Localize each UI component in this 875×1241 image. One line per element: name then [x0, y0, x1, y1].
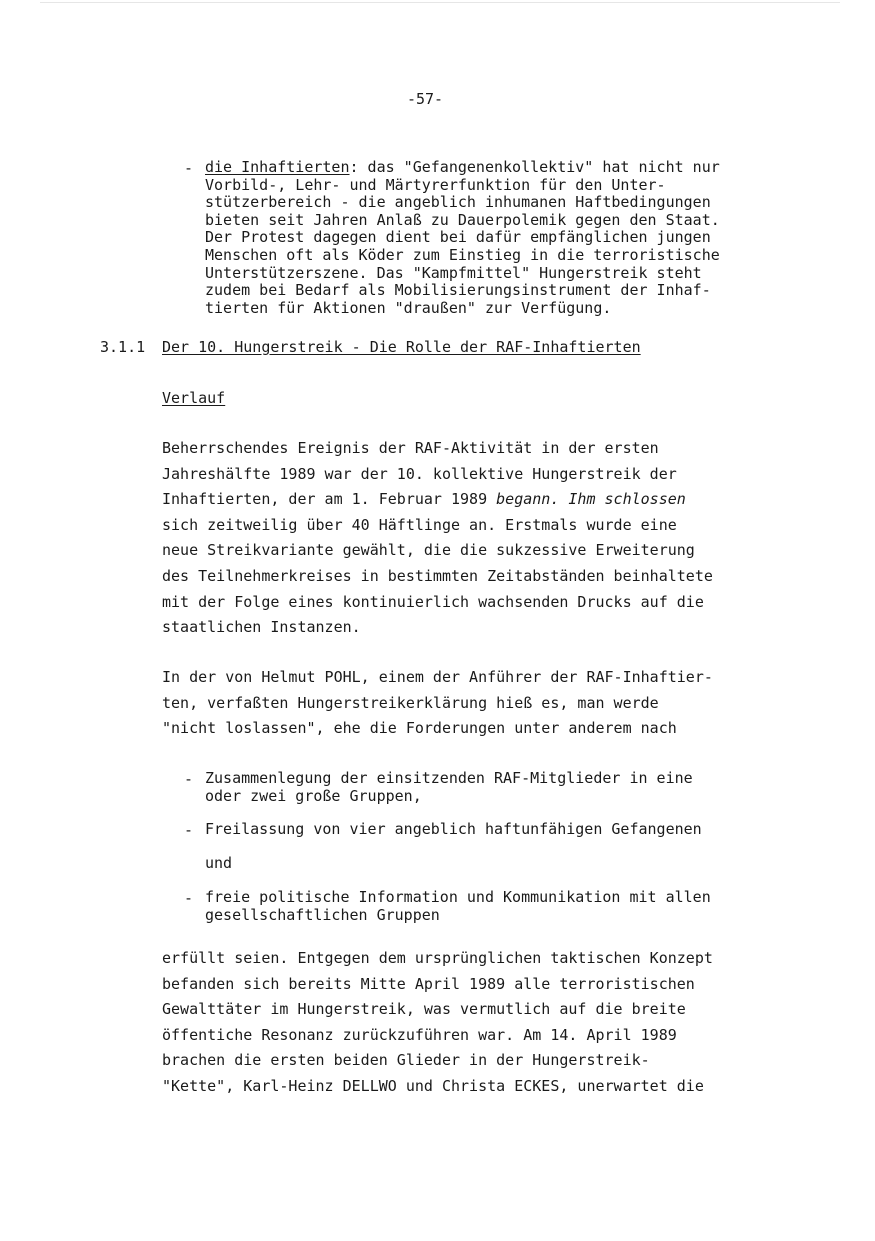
text-line: Beherrschendes Ereignis der RAF-Aktivität in der ersten	[162, 439, 659, 457]
subheading: Verlauf	[162, 389, 226, 407]
bullet-dash: -	[184, 889, 194, 907]
text-line: stützerbereich - die angeblich inhumanen Haftbedingungen	[205, 193, 711, 212]
text-line: befanden sich bereits Mitte April 1989 alle terroristischen	[162, 974, 695, 993]
text-line: Menschen oft als Köder zum Einstieg in die terroristische	[205, 245, 720, 264]
intro-bullet-term: die Inhaftierten	[205, 158, 350, 176]
text-line-italic: begann. Ihm schlossen	[496, 490, 686, 509]
text-line: Unterstützerszene. Das "Kampfmittel" Hungerstreik steht	[205, 263, 702, 282]
demand-item-2: Freilassung von vier angeblich haftunfähigen Gefangenen	[205, 820, 702, 838]
bullet-dash: -	[184, 821, 194, 839]
page-number: -57-	[406, 90, 444, 108]
text-line: Der Protest dagegen dient bei dafür empfänglichen jungen	[205, 228, 711, 247]
section-title: Der 10. Hungerstreik - Die Rolle der RAF-Inhaftierten	[162, 338, 641, 356]
text-line: freie politische Information und Kommunikation mit allen	[205, 888, 711, 906]
text-line: staatlichen Instanzen.	[162, 618, 361, 637]
demand-connector: und	[205, 854, 233, 872]
text-line: "nicht loslassen", ehe die Forderungen unter anderem nach	[162, 719, 677, 738]
text-line: gesellschaftlichen Gruppen	[205, 905, 440, 924]
paragraph-3	[162, 946, 713, 1100]
text-line: "Kette", Karl-Heinz DELLWO und Christa ECKES, unerwartet die	[162, 1076, 704, 1095]
intro-bullet-text	[205, 159, 720, 317]
text-line: sich zeitweilig über 40 Häftlinge an. Erstmals wurde eine	[162, 515, 677, 534]
text-line: tierten für Aktionen "draußen" zur Verfügung.	[205, 298, 612, 317]
text-line: bieten seit Jahren Anlaß zu Dauerpolemik gegen den Staat.	[205, 210, 720, 229]
demand-item-3	[205, 889, 711, 924]
text-line: Vorbild-, Lehr- und Märtyrerfunktion für den Unter-	[205, 175, 666, 194]
text-line: Jahreshälfte 1989 war der 10. kollektive Hungerstreik der	[162, 464, 677, 483]
scan-edge-line	[40, 2, 840, 3]
paragraph-2	[162, 665, 713, 742]
text-line: In der von Helmut POHL, einem der Anführer der RAF-Inhaftier-	[162, 668, 713, 686]
text-line: Gewalttäter im Hungerstreik, was vermutlich auf die breite	[162, 1000, 686, 1019]
text-line: ten, verfaßten Hungerstreikerklärung hieß es, man werde	[162, 693, 659, 712]
text-line: des Teilnehmerkreises in bestimmten Zeitabständen beinhaltete	[162, 566, 713, 585]
bullet-dash: -	[184, 770, 194, 788]
text-line: Inhaftierten, der am 1. Februar 1989	[162, 490, 497, 509]
bullet-dash: -	[184, 159, 194, 177]
text-line: Zusammenlegung der einsitzenden RAF-Mitglieder in eine	[205, 769, 693, 787]
text-line: mit der Folge eines kontinuierlich wachsenden Drucks auf die	[162, 592, 704, 611]
section-number: 3.1.1	[100, 338, 146, 356]
demand-item-1	[205, 770, 693, 805]
text-line: öffentiche Resonanz zurückzuführen war. Am 14. April 1989	[162, 1025, 677, 1044]
text-line: neue Streikvariante gewählt, die die sukzessive Erweiterung	[162, 541, 695, 560]
text-line: erfüllt seien. Entgegen dem ursprünglichen taktischen Konzept	[162, 949, 713, 967]
paragraph-1	[162, 436, 713, 641]
text-line: brachen die ersten beiden Glieder in der Hungerstreik-	[162, 1051, 650, 1070]
text-line: : das "Gefangenenkollektiv" hat nicht nur	[349, 158, 720, 176]
text-line: oder zwei große Gruppen,	[205, 786, 422, 805]
text-line: zudem bei Bedarf als Mobilisierungsinstrument der Inhaf-	[205, 281, 711, 300]
